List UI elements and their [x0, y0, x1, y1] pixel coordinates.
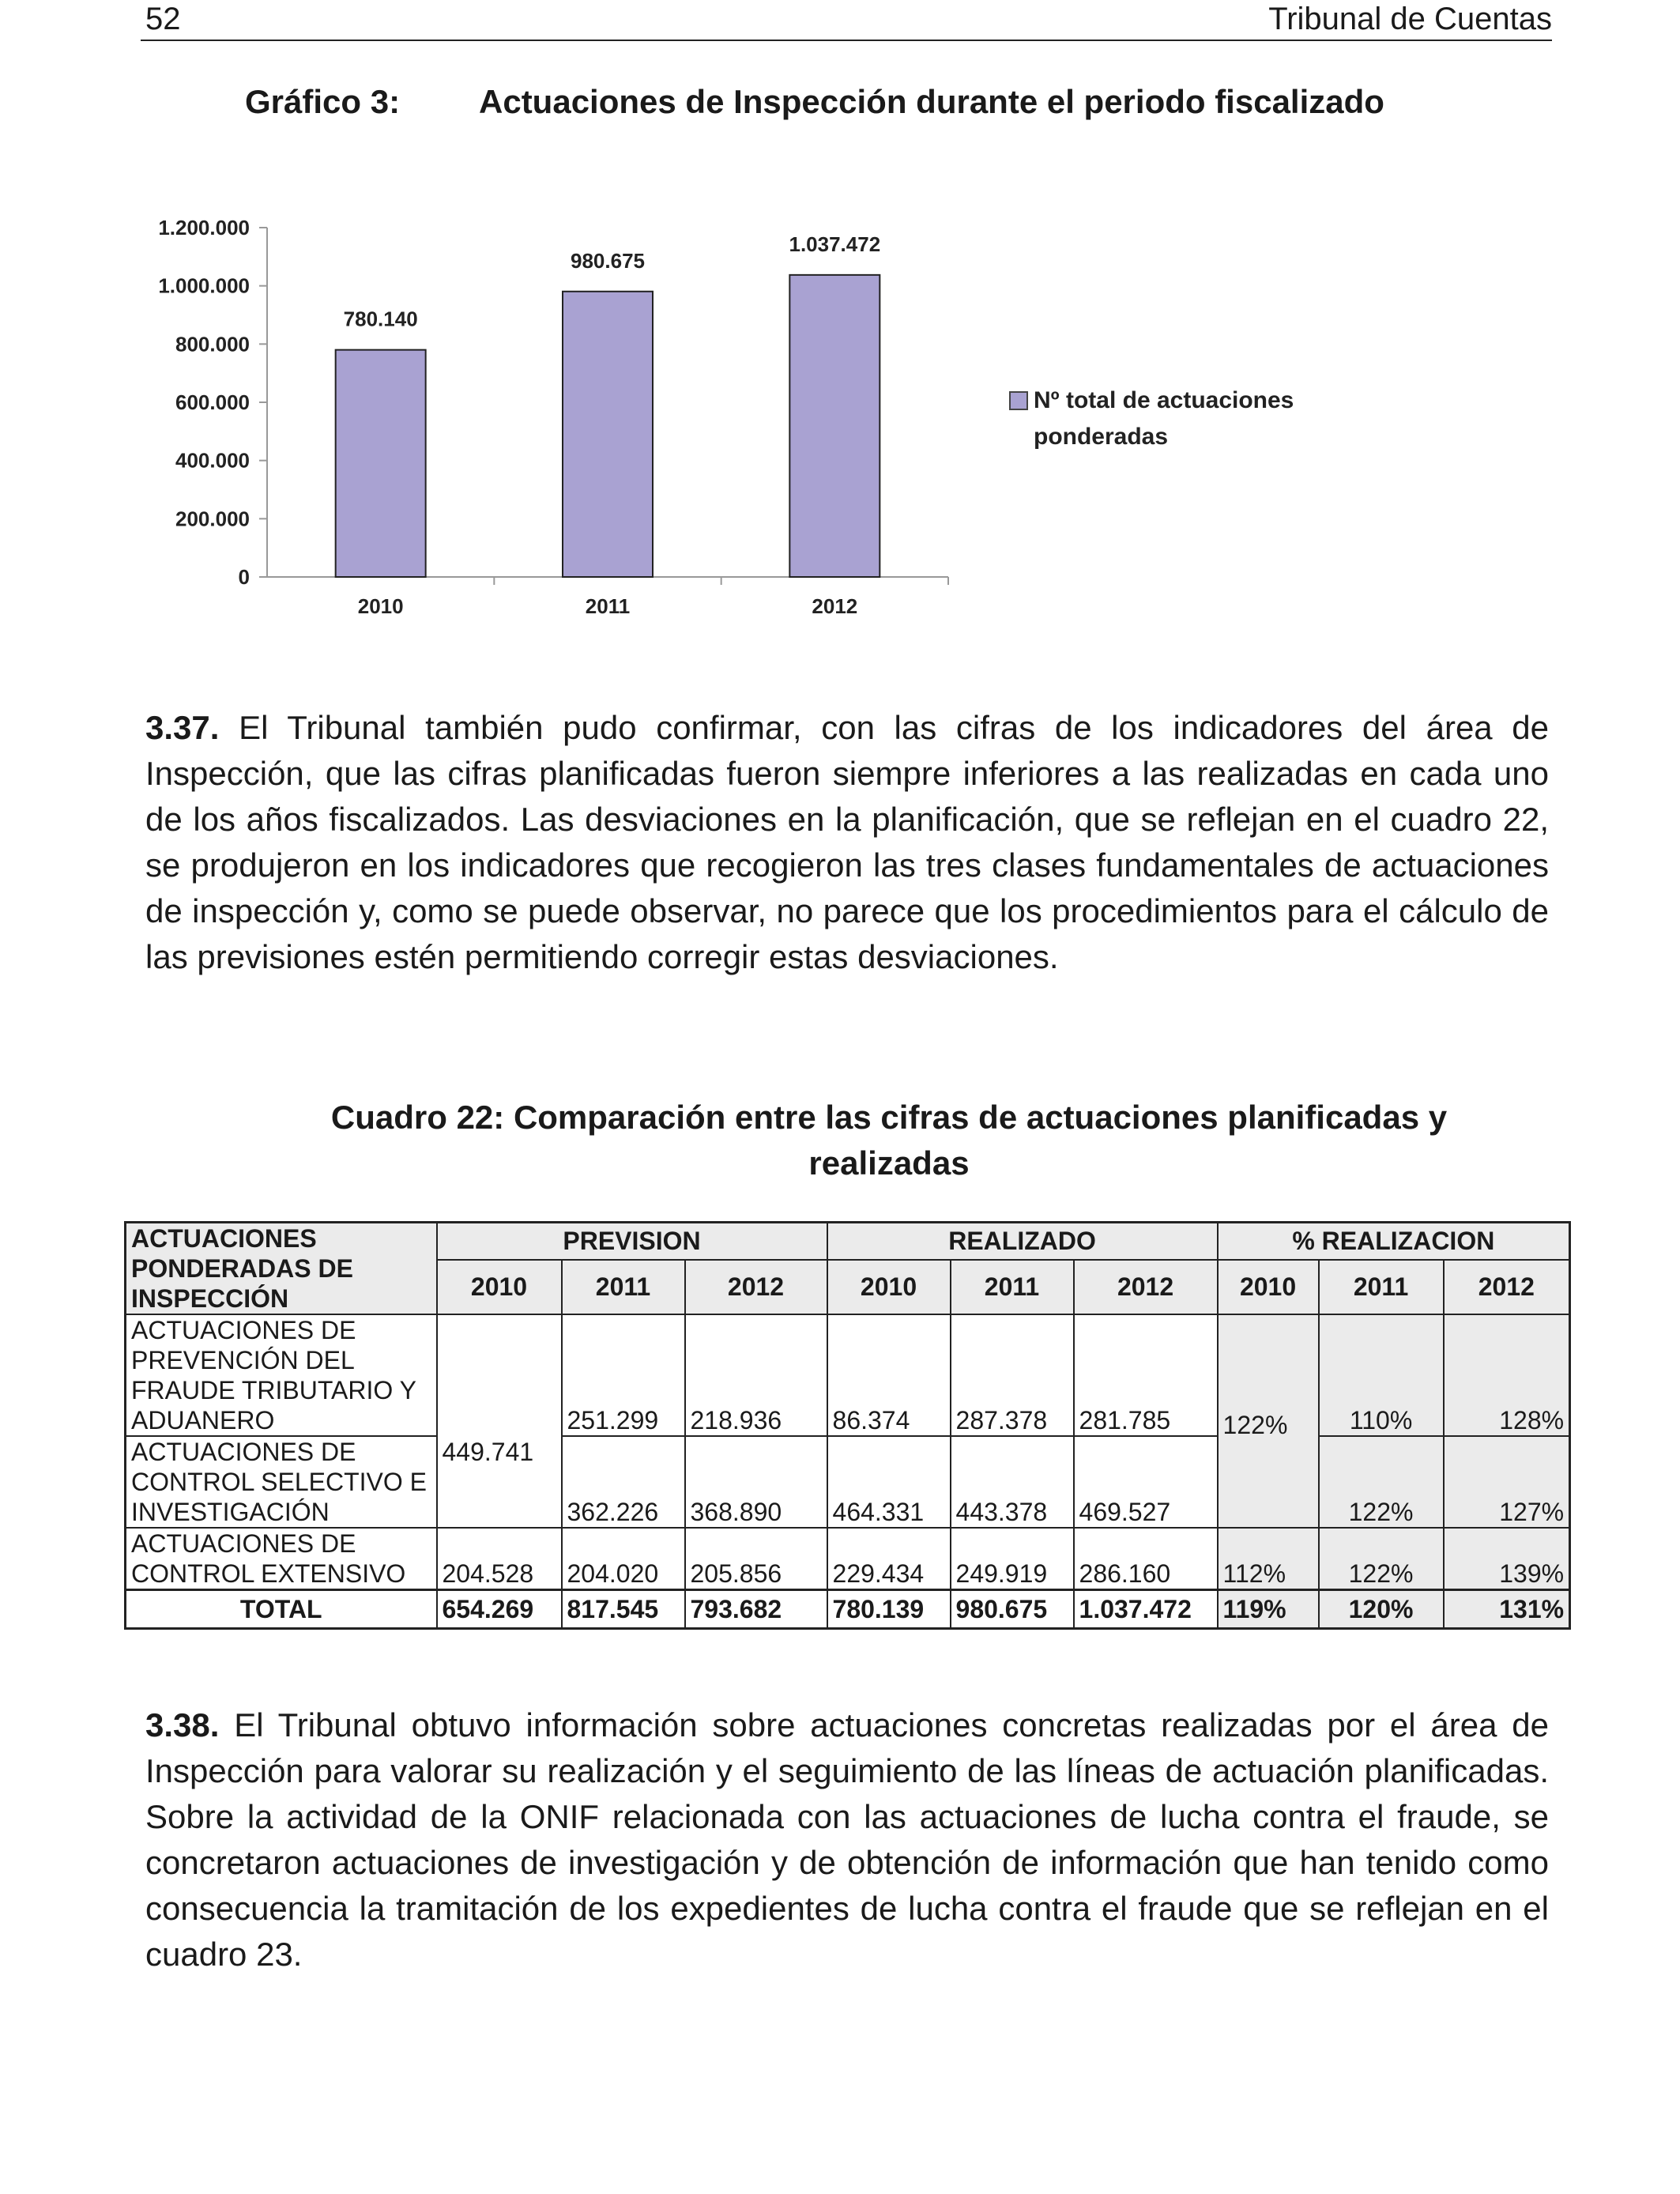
- table-cell: 654.269: [437, 1590, 562, 1629]
- group-header-realizado: REALIZADO: [827, 1223, 1218, 1260]
- comparison-table: [124, 1221, 1571, 1630]
- y-tick-label: 0: [238, 565, 250, 589]
- bar: [789, 275, 880, 577]
- bar-chart: [119, 205, 1304, 648]
- table-cell: 251.299: [562, 1314, 685, 1436]
- table-title-line-2: realizadas: [808, 1144, 970, 1182]
- data-label: 780.140: [343, 307, 418, 331]
- x-tick-label: 2011: [585, 594, 631, 618]
- legend-label: ponderadas: [1034, 424, 1169, 450]
- table-cell: 980.675: [951, 1590, 1074, 1629]
- table-cell: 793.682: [685, 1590, 827, 1629]
- table-cell: 131%: [1444, 1590, 1570, 1629]
- row-label: ACTUACIONES DE CONTROL SELECTIVO E INVESTIGACIÓN: [126, 1436, 437, 1528]
- table-cell: 464.331: [827, 1436, 951, 1528]
- total-label: TOTAL: [126, 1590, 437, 1629]
- table-cell: 286.160: [1074, 1528, 1218, 1590]
- year-header: 2011: [951, 1260, 1074, 1314]
- chart-caption-title: Actuaciones de Inspección durante el periodo fiscalizado: [479, 83, 1384, 120]
- paragraph-text: El Tribunal obtuvo información sobre actuaciones concretas realizadas por el área de Inspección para valorar su realización y el seguimiento de las líneas de actuación planificadas. Sobre la actividad de la ONIF relacionada con las actuaciones de lucha contra el fraude, se concretaron actuaciones de investigación y de obtención de información que han tenido como consecuencia la tramitación de los expedientes de lucha contra el fraude que se reflejan en el cuadro 23.: [145, 1706, 1550, 1973]
- legend-swatch: [1010, 392, 1027, 409]
- row-label: ACTUACIONES DE CONTROL EXTENSIVO: [126, 1528, 437, 1590]
- table-cell: 249.919: [951, 1528, 1074, 1590]
- table-row: [126, 1436, 1570, 1528]
- x-tick-label: 2012: [812, 594, 858, 618]
- paragraph-3-38: [145, 1702, 1549, 1977]
- table-cell: 204.020: [562, 1528, 685, 1590]
- row-label: ACTUACIONES DE PREVENCIÓN DEL FRAUDE TRIBUTARIO Y ADUANERO: [126, 1314, 437, 1436]
- chart-caption-label: Gráfico 3:: [245, 83, 401, 120]
- table-cell: 449.741: [437, 1314, 562, 1528]
- paragraph-number: 3.37.: [145, 709, 220, 746]
- data-label: 1.037.472: [789, 232, 881, 256]
- group-header-prevision: PREVISION: [437, 1223, 827, 1260]
- y-tick-label: 200.000: [175, 507, 250, 531]
- table-cell: 112%: [1218, 1528, 1319, 1590]
- x-tick-label: 2010: [357, 594, 404, 618]
- table-cell: 120%: [1319, 1590, 1444, 1629]
- year-header: 2010: [1218, 1260, 1319, 1314]
- table-cell: 122%: [1218, 1314, 1319, 1528]
- table-cell: 362.226: [562, 1436, 685, 1528]
- table-cell: 287.378: [951, 1314, 1074, 1436]
- page-number: 52: [145, 2, 181, 36]
- running-header-title: Tribunal de Cuentas: [1268, 2, 1552, 36]
- table-cell: 110%: [1319, 1314, 1444, 1436]
- table-cell: 127%: [1444, 1436, 1570, 1528]
- table-row: [126, 1314, 1570, 1436]
- table-cell: 119%: [1218, 1590, 1319, 1629]
- table-cell: 218.936: [685, 1314, 827, 1436]
- table-title: [261, 1095, 1517, 1186]
- table-cell: 817.545: [562, 1590, 685, 1629]
- table-cell: 469.527: [1074, 1436, 1218, 1528]
- year-header: 2010: [437, 1260, 562, 1314]
- year-header: 2012: [1074, 1260, 1218, 1314]
- table-cell: 86.374: [827, 1314, 951, 1436]
- data-label: 980.675: [571, 248, 645, 273]
- table-title-line-1: Cuadro 22: Comparación entre las cifras de actuaciones planificadas y: [330, 1099, 1448, 1136]
- table-cell: 204.528: [437, 1528, 562, 1590]
- y-tick-label: 1.000.000: [158, 273, 250, 298]
- legend-label: Nº total de actuaciones: [1034, 387, 1294, 413]
- table-cell: 281.785: [1074, 1314, 1218, 1436]
- table-cell: 128%: [1444, 1314, 1570, 1436]
- row-header: ACTUACIONES PONDERADAS DE INSPECCIÓN: [126, 1223, 437, 1315]
- table-cell: 122%: [1319, 1528, 1444, 1590]
- table-total-row: [126, 1590, 1570, 1629]
- y-tick-label: 400.000: [175, 448, 250, 473]
- table-cell: 1.037.472: [1074, 1590, 1218, 1629]
- year-header: 2012: [685, 1260, 827, 1314]
- header-rule: [141, 40, 1552, 41]
- paragraph-number: 3.38.: [145, 1706, 220, 1744]
- table-row: [126, 1528, 1570, 1590]
- table-cell: 780.139: [827, 1590, 951, 1629]
- y-tick-label: 1.200.000: [158, 216, 250, 239]
- table-cell: 229.434: [827, 1528, 951, 1590]
- year-header: 2010: [827, 1260, 951, 1314]
- year-header: 2012: [1444, 1260, 1570, 1314]
- table-cell: 122%: [1319, 1436, 1444, 1528]
- y-tick-label: 600.000: [175, 390, 250, 414]
- paragraph-3-37: [145, 705, 1549, 980]
- bar: [563, 292, 653, 577]
- y-tick-label: 800.000: [175, 332, 250, 356]
- group-header-realizacion: % REALIZACION: [1218, 1223, 1570, 1260]
- table-cell: 443.378: [951, 1436, 1074, 1528]
- table-cell: 139%: [1444, 1528, 1570, 1590]
- bar: [336, 350, 426, 577]
- table-cell: 205.856: [685, 1528, 827, 1590]
- table-cell: 368.890: [685, 1436, 827, 1528]
- year-header: 2011: [562, 1260, 685, 1314]
- year-header: 2011: [1319, 1260, 1444, 1314]
- paragraph-text: El Tribunal también pudo confirmar, con las cifras de los indicadores del área de Inspección, que las cifras planificadas fueron siempre inferiores a las realizadas en cada uno de los años fiscalizados. Las desviaciones en la planificación, que se reflejan en el cuadro 22, se produjeron en los indicadores que recogieron las tres clases fundamentales de actuaciones de inspección y, como se puede observar, no parece que los procedimientos para el cálculo de las previsiones estén permitiendo corregir estas desviaciones.: [145, 709, 1550, 975]
